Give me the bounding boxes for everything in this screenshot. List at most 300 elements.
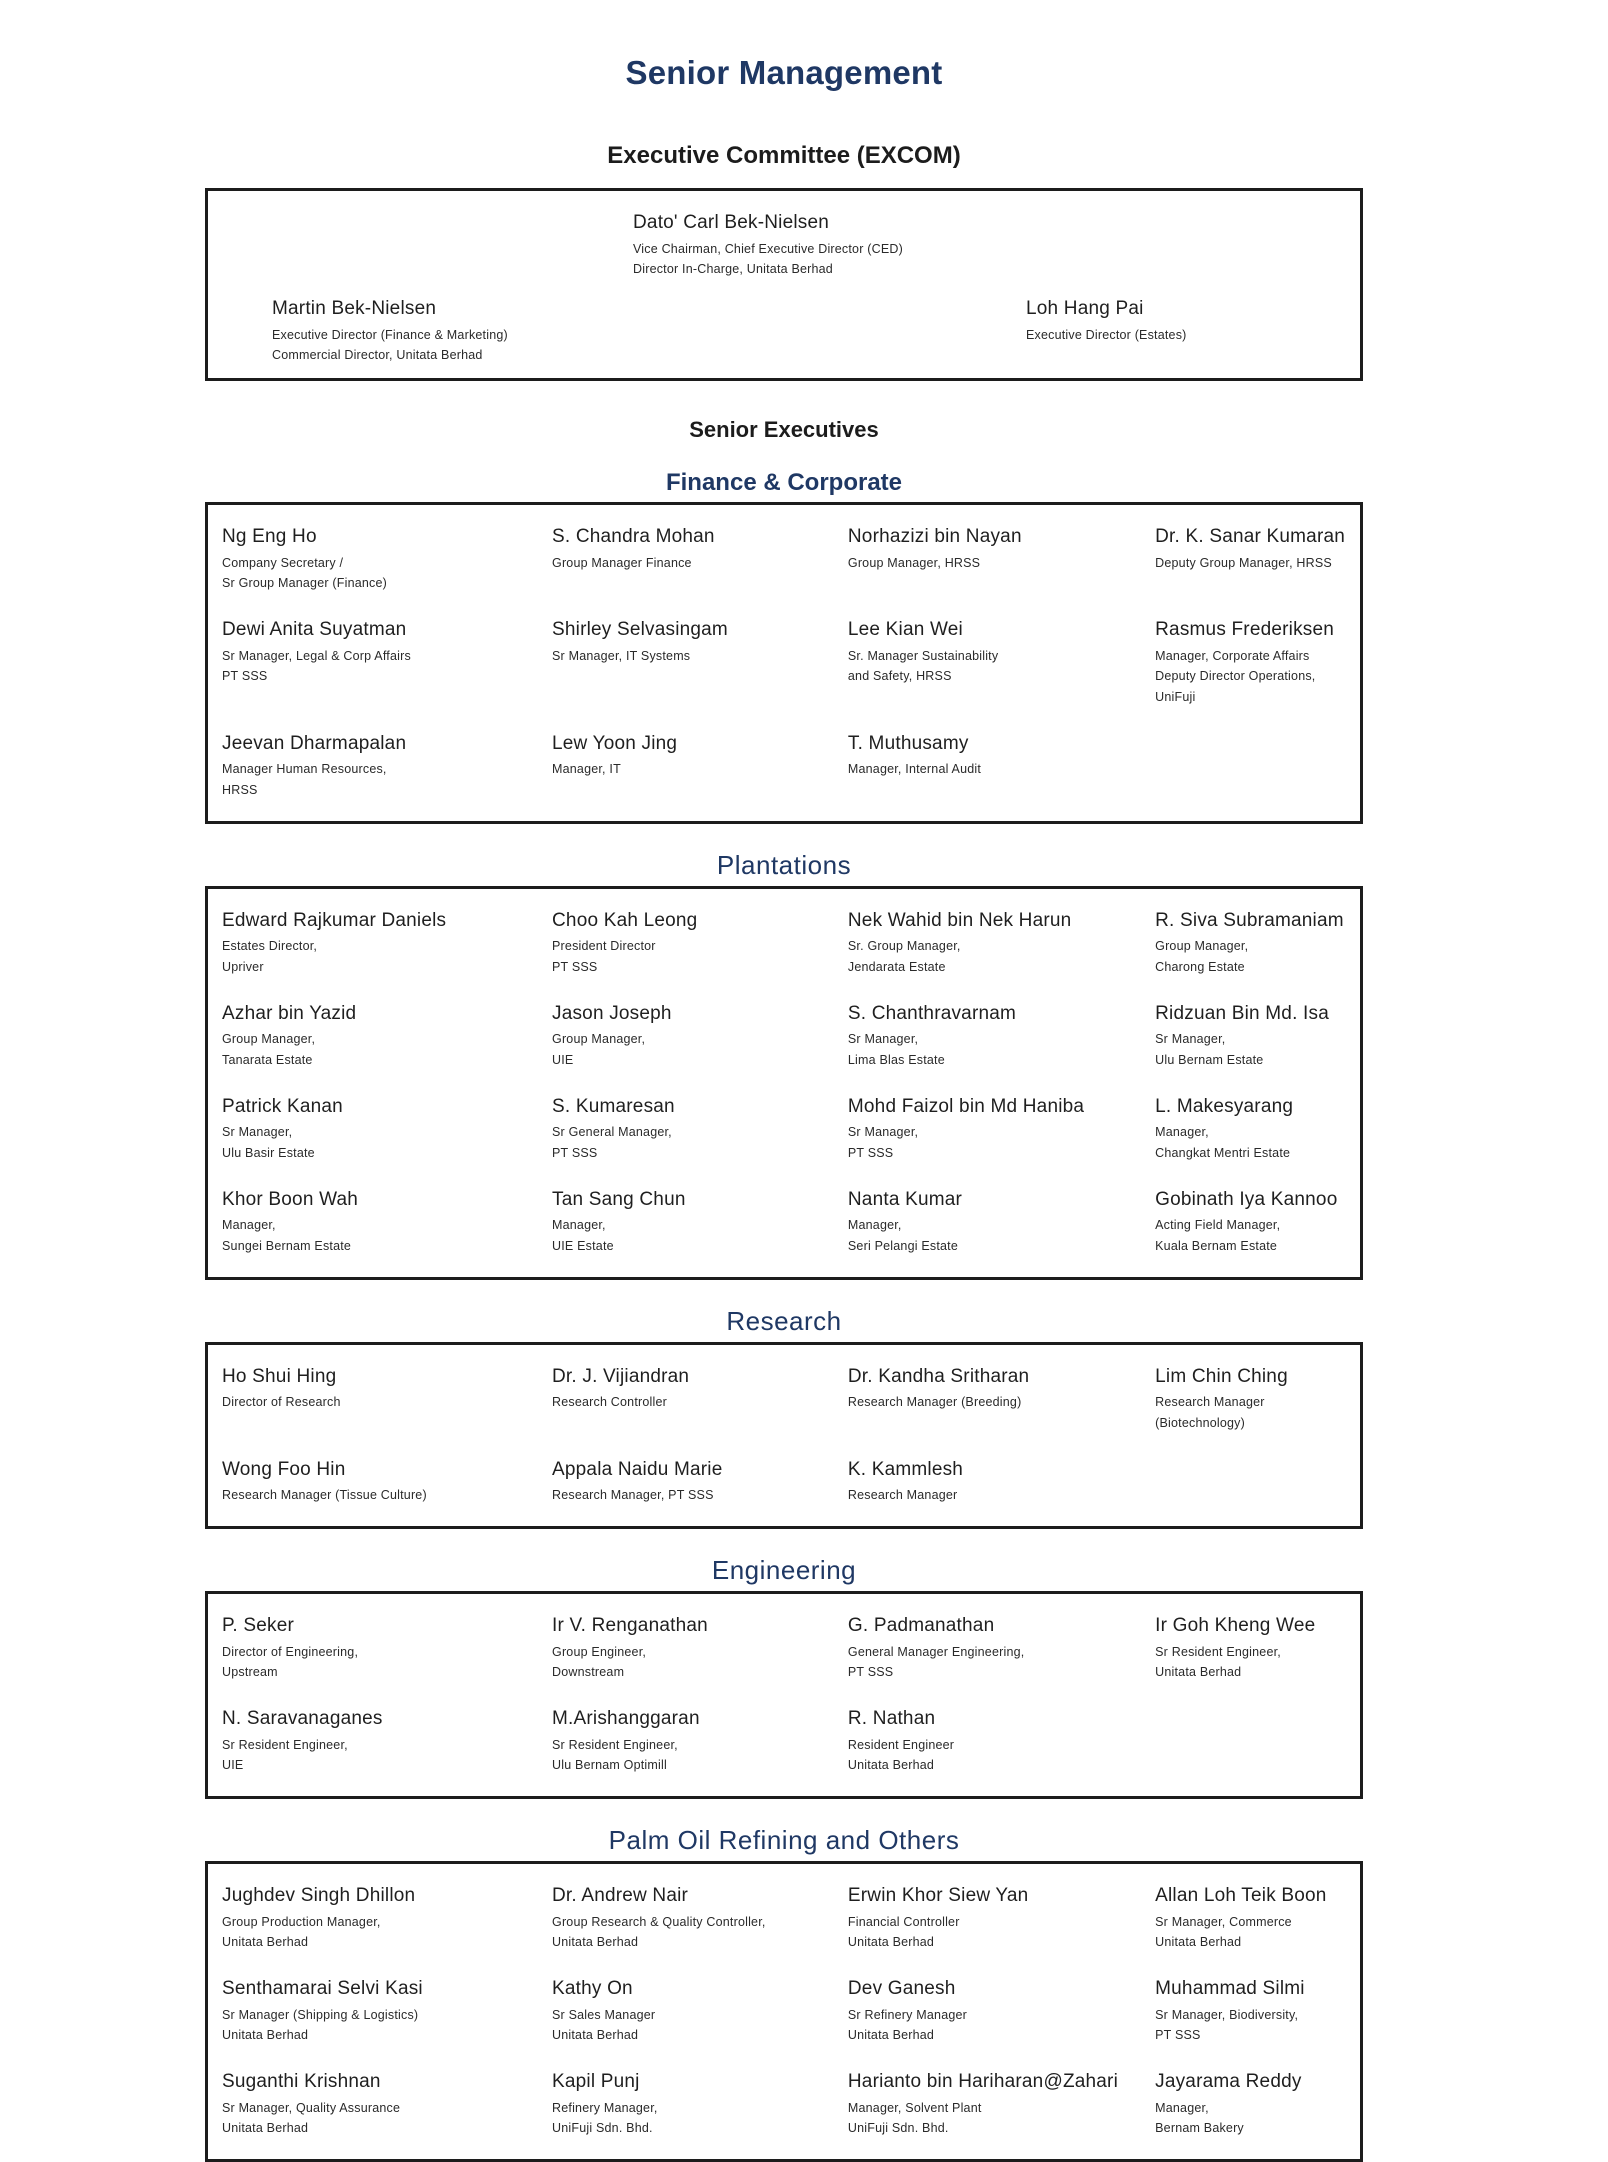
person-card — [552, 1188, 848, 1257]
section-heading: Engineering — [711, 1555, 857, 1585]
person-card — [222, 1707, 552, 1776]
person-card — [222, 618, 552, 708]
person-role: PT SSS — [847, 1665, 894, 1680]
person-role: Group Production Manager, — [222, 1914, 381, 1929]
person-card — [222, 1458, 552, 1506]
person-name: Dr. Andrew Nair — [552, 1885, 689, 1906]
person-name: G. Padmanathan — [847, 1615, 995, 1636]
person-role: Unitata Berhad — [847, 1758, 935, 1773]
person-role: Unitata Berhad — [1155, 1935, 1242, 1950]
person-roles — [552, 1912, 834, 1953]
person-roles — [848, 1912, 1141, 1953]
person-name: Suganthi Krishnan — [222, 2071, 381, 2092]
person-roles — [552, 1122, 834, 1163]
person-card — [848, 1095, 1155, 1164]
person-card — [552, 1884, 848, 1953]
person-role: PT SSS — [847, 1146, 894, 1160]
person-role: Group Manager, — [222, 1032, 316, 1047]
person-name: Erwin Khor Siew Yan — [847, 1885, 1029, 1906]
person-roles — [1155, 2098, 1346, 2139]
person-card — [552, 525, 848, 594]
people-row — [222, 1458, 1360, 1506]
person-roles — [222, 646, 538, 687]
person-role: Sr Refinery Manager — [847, 2007, 968, 2022]
person-roles — [1155, 646, 1346, 708]
person-name: Patrick Kanan — [222, 1095, 343, 1117]
person-card — [1155, 1002, 1360, 1071]
person-card — [848, 1977, 1155, 2046]
person-roles — [222, 553, 538, 594]
person-name: R. Siva Subramaniam — [1155, 909, 1344, 931]
person-name: Mohd Faizol bin Md Haniba — [847, 1095, 1085, 1117]
person-name: Kathy On — [552, 1978, 633, 1999]
person-name: P. Seker — [222, 1615, 295, 1636]
person-card — [552, 1614, 848, 1683]
person-role: Lima Blas Estate — [847, 1053, 945, 1067]
section-heading: Palm Oil Refining and Others — [608, 1825, 960, 1855]
person-name: Lee Kian Wei — [847, 619, 963, 640]
person-card — [552, 1095, 848, 1164]
person-card — [222, 909, 552, 978]
person-roles — [222, 2098, 538, 2139]
person-role: Unitata Berhad — [552, 1935, 639, 1950]
person-role: Seri Pelangi Estate — [847, 1239, 959, 1253]
person-roles — [552, 2098, 834, 2139]
section — [205, 469, 1363, 824]
person-name: Dr. J. Vijiandran — [552, 1365, 690, 1387]
page-title: Senior Management — [625, 54, 943, 91]
person-role: Manager Human Resources, — [222, 762, 387, 777]
person-roles — [1155, 1912, 1346, 1953]
person-role: Unitata Berhad — [222, 1935, 309, 1950]
person-name: Ridzuan Bin Md. Isa — [1155, 1002, 1329, 1024]
person-card — [848, 1614, 1155, 1683]
person-role: Sr Manager, Biodiversity, — [1155, 2007, 1299, 2022]
person-role: UIE — [552, 1053, 574, 1067]
person-name: Lew Yoon Jing — [552, 732, 678, 754]
person-card — [1155, 1095, 1360, 1164]
person-role: Charong Estate — [1155, 960, 1245, 974]
person-role: Sr Resident Engineer, — [222, 1737, 348, 1752]
people-row — [222, 909, 1360, 978]
section-heading: Finance & Corporate — [665, 469, 903, 496]
person-roles — [633, 239, 903, 280]
person-card — [552, 1977, 848, 2046]
person-role: Vice Chairman, Chief Executive Director (CED) — [633, 241, 903, 256]
person-roles — [848, 1029, 1141, 1070]
person-role: Research Manager, PT SSS — [552, 1488, 714, 1503]
page-content — [205, 0, 1363, 2162]
person-name: Senthamarai Selvi Kasi — [222, 1978, 423, 1999]
person-role: Sungei Bernam Estate — [222, 1239, 352, 1253]
person-card — [222, 1614, 552, 1683]
person-role: Research Manager (Tissue Culture) — [222, 1488, 427, 1503]
person-role: Group Research & Quality Controller, — [552, 1914, 766, 1929]
person-name: Shirley Selvasingam — [552, 619, 728, 640]
person-role: Financial Controller — [847, 1914, 960, 1929]
person-role: Ulu Basir Estate — [222, 1146, 315, 1160]
person-card — [848, 909, 1155, 978]
person-name: Dr. Kandha Sritharan — [847, 1365, 1030, 1387]
person-name: Allan Loh Teik Boon — [1155, 1885, 1327, 1906]
person-roles — [552, 1642, 834, 1683]
person-card — [222, 2070, 552, 2139]
people-row — [222, 1188, 1360, 1257]
person-roles — [848, 1122, 1141, 1163]
person-role: Sr Manager (Shipping & Logistics) — [222, 2007, 419, 2022]
person-role: Research Manager (Breeding) — [847, 1395, 1022, 1410]
person-roles — [552, 1215, 834, 1256]
person-role: Sr Sales Manager — [552, 2007, 656, 2022]
person-role: Sr Manager, — [847, 1125, 919, 1140]
person-role: Director In-Charge, Unitata Berhad — [633, 262, 833, 277]
person-roles — [848, 1392, 1141, 1413]
person-roles — [848, 2098, 1141, 2139]
section-heading: Plantations — [716, 849, 852, 880]
person-roles — [848, 1485, 1141, 1506]
person-card — [1155, 525, 1360, 594]
section — [205, 1825, 1363, 2162]
person-role: Sr Manager, Legal & Corp Affairs — [222, 648, 411, 663]
person-name: Ir Goh Kheng Wee — [1155, 1615, 1316, 1636]
person-role: Downstream — [552, 1665, 625, 1680]
person-role: Manager, — [222, 1218, 276, 1233]
section-heading: Research — [726, 1305, 842, 1336]
person-name: Norhazizi bin Nayan — [847, 526, 1022, 547]
person-role: Group Manager, HRSS — [847, 555, 981, 570]
person-roles — [848, 1642, 1141, 1683]
people-row — [222, 1365, 1360, 1434]
person-role: Refinery Manager, — [552, 2100, 658, 2115]
person-role: Sr. Group Manager, — [847, 939, 961, 954]
person-card — [1155, 1365, 1360, 1434]
person-name: M.Arishanggaran — [552, 1708, 700, 1729]
person-card — [552, 618, 848, 708]
person-role: Manager, Solvent Plant — [847, 2100, 982, 2115]
person-card — [552, 1002, 848, 1071]
person-name: Nek Wahid bin Nek Harun — [847, 909, 1072, 931]
person-roles — [222, 1912, 538, 1953]
person-card — [848, 2070, 1155, 2139]
person-name: S. Kumaresan — [552, 1095, 675, 1117]
person-roles — [848, 646, 1141, 687]
person-role: PT SSS — [552, 960, 598, 974]
person-card — [848, 732, 1155, 801]
person-roles — [222, 936, 538, 977]
person-card — [1155, 1614, 1360, 1683]
section — [205, 1555, 1363, 1799]
person-card — [222, 732, 552, 801]
person-card — [1155, 909, 1360, 978]
person-name: Wong Foo Hin — [222, 1458, 346, 1480]
person-role: Sr Manager, IT Systems — [552, 648, 691, 663]
person-role: Sr Manager, Quality Assurance — [222, 2100, 401, 2115]
section-box — [205, 886, 1363, 1280]
person-name: S. Chandra Mohan — [552, 526, 715, 547]
people-row — [222, 732, 1360, 801]
person-roles — [222, 1029, 538, 1070]
person-roles — [272, 325, 508, 366]
person-card — [222, 1365, 552, 1434]
people-row — [222, 1707, 1360, 1776]
person-roles — [222, 1392, 538, 1413]
person-role: Sr Manager, Commerce — [1155, 1914, 1292, 1929]
person-name: Jayarama Reddy — [1155, 2071, 1302, 2092]
excom-box — [205, 188, 1363, 381]
person-card — [1155, 1977, 1360, 2046]
person-role: Unitata Berhad — [847, 1935, 935, 1950]
person-role: UIE Estate — [552, 1239, 614, 1253]
person-card — [222, 1095, 552, 1164]
excom-member — [633, 211, 903, 280]
person-role: Commercial Director, Unitata Berhad — [272, 348, 483, 363]
person-role: Unitata Berhad — [222, 2028, 309, 2043]
person-card — [552, 732, 848, 801]
person-roles — [1155, 2005, 1346, 2046]
person-name: Tan Sang Chun — [552, 1188, 686, 1210]
person-role: PT SSS — [1155, 2028, 1201, 2043]
sections — [205, 469, 1363, 2162]
person-role: Manager, — [552, 1218, 606, 1233]
person-role: and Safety, HRSS — [847, 669, 952, 684]
person-roles — [552, 2005, 834, 2046]
person-role: Director of Engineering, — [222, 1644, 359, 1659]
person-role: Ulu Bernam Estate — [1155, 1053, 1264, 1067]
person-role: Sr Manager, — [222, 1125, 293, 1140]
person-card — [848, 1002, 1155, 1071]
person-name: Loh Hang Pai — [1026, 298, 1144, 319]
person-name: Choo Kah Leong — [552, 909, 698, 931]
people-row — [222, 2070, 1360, 2139]
person-role: Manager, Corporate Affairs — [1155, 648, 1310, 663]
person-roles — [848, 1215, 1141, 1256]
person-card — [848, 525, 1155, 594]
person-card — [222, 1977, 552, 2046]
person-roles — [848, 759, 1141, 780]
person-role: PT SSS — [552, 1146, 598, 1160]
person-name: Dato' Carl Bek-Nielsen — [633, 212, 829, 233]
person-card — [848, 1458, 1155, 1506]
person-name: Jeevan Dharmapalan — [222, 732, 407, 754]
person-name: Dewi Anita Suyatman — [222, 619, 407, 640]
person-role: Research Controller — [552, 1395, 667, 1410]
person-name: S. Chanthravarnam — [847, 1002, 1017, 1024]
person-role: Group Engineer, — [552, 1644, 647, 1659]
person-card — [848, 1707, 1155, 1776]
person-role: President Director — [552, 939, 656, 954]
person-role: Group Manager, — [552, 1032, 646, 1047]
person-card — [552, 1707, 848, 1776]
person-name: R. Nathan — [847, 1708, 936, 1729]
person-role: Manager, — [1155, 1125, 1209, 1140]
person-role: Ulu Bernam Optimill — [552, 1758, 667, 1773]
person-role: Sr Resident Engineer, — [552, 1737, 678, 1752]
person-roles — [552, 759, 834, 780]
person-role: Resident Engineer — [847, 1737, 955, 1752]
person-role: Company Secretary / — [222, 555, 344, 570]
person-role: Director of Research — [222, 1395, 341, 1410]
person-role: Estates Director, — [222, 939, 318, 954]
person-name: Edward Rajkumar Daniels — [222, 909, 447, 931]
person-name: L. Makesyarang — [1155, 1095, 1294, 1117]
person-name: Ng Eng Ho — [222, 526, 317, 547]
person-roles — [848, 553, 1141, 574]
person-roles — [552, 1485, 834, 1506]
person-role: Changkat Mentri Estate — [1155, 1146, 1291, 1160]
person-card — [848, 1188, 1155, 1257]
person-card — [848, 1884, 1155, 1953]
person-roles — [1155, 1392, 1346, 1433]
person-name: Azhar bin Yazid — [222, 1002, 357, 1024]
person-card — [552, 1458, 848, 1506]
person-name: Gobinath Iya Kannoo — [1155, 1188, 1338, 1210]
person-roles — [848, 2005, 1141, 2046]
person-roles — [222, 1485, 538, 1506]
people-row — [222, 525, 1360, 594]
person-name: Kapil Punj — [552, 2071, 640, 2092]
person-name: Rasmus Frederiksen — [1155, 619, 1335, 640]
person-card — [222, 1884, 552, 1953]
person-name: Jughdev Singh Dhillon — [222, 1885, 416, 1906]
person-name: N. Saravanaganes — [222, 1708, 383, 1729]
person-role: Group Manager, — [1155, 939, 1249, 954]
person-role: Sr Manager, — [847, 1032, 919, 1047]
person-role: Sr General Manager, — [552, 1125, 672, 1140]
person-roles — [222, 1735, 538, 1776]
person-name: K. Kammlesh — [847, 1458, 964, 1480]
person-role: Sr Group Manager (Finance) — [222, 576, 387, 591]
person-card — [552, 2070, 848, 2139]
person-card — [222, 1188, 552, 1257]
person-name: Jason Joseph — [552, 1002, 672, 1024]
person-role: PT SSS — [222, 669, 268, 684]
person-name: Ir V. Renganathan — [552, 1615, 708, 1636]
person-role: Executive Director (Estates) — [1026, 327, 1187, 342]
person-role: Manager, — [847, 1218, 902, 1233]
person-card — [848, 618, 1155, 708]
person-roles — [222, 759, 538, 800]
person-role: Acting Field Manager, — [1155, 1218, 1281, 1233]
person-roles — [1155, 1122, 1346, 1163]
person-name: Harianto bin Hariharan@Zahari — [847, 2071, 1118, 2092]
person-role: Upstream — [222, 1665, 278, 1680]
person-name: Nanta Kumar — [847, 1188, 963, 1210]
person-card — [848, 1365, 1155, 1434]
person-role: Deputy Director Operations, UniFuji — [1155, 669, 1316, 704]
section — [205, 1306, 1363, 1529]
person-roles — [1155, 1642, 1346, 1683]
section-box — [205, 1591, 1363, 1799]
person-card — [1155, 618, 1360, 708]
person-role: Kuala Bernam Estate — [1155, 1239, 1278, 1253]
person-name: T. Muthusamy — [847, 732, 969, 754]
excom-member — [1026, 297, 1187, 345]
person-roles — [552, 936, 834, 977]
person-name: Appala Naidu Marie — [552, 1458, 723, 1480]
person-role: Unitata Berhad — [552, 2028, 639, 2043]
senior-executives-heading: Senior Executives — [689, 417, 879, 442]
person-role: Sr Resident Engineer, — [1155, 1644, 1281, 1659]
people-row — [222, 1884, 1360, 1953]
person-role: UIE — [222, 1758, 244, 1773]
person-card — [552, 1365, 848, 1434]
section-box — [205, 1342, 1363, 1529]
person-role: Manager, IT — [552, 762, 621, 777]
person-roles — [222, 2005, 538, 2046]
person-role: Group Manager Finance — [552, 555, 692, 570]
person-card — [1155, 1188, 1360, 1257]
person-card — [1155, 2070, 1360, 2139]
person-roles — [222, 1122, 538, 1163]
section-box — [205, 1861, 1363, 2162]
person-role: Executive Director (Finance & Marketing) — [272, 327, 508, 342]
person-name: Martin Bek-Nielsen — [272, 298, 437, 319]
people-row — [222, 618, 1360, 708]
person-role: Research Manager (Biotechnology) — [1155, 1395, 1265, 1430]
person-role: UniFuji Sdn. Bhd. — [847, 2121, 949, 2136]
people-row — [222, 1002, 1360, 1071]
person-roles — [848, 1735, 1141, 1776]
person-role: Bernam Bakery — [1155, 2121, 1244, 2136]
excom-heading: Executive Committee (EXCOM) — [607, 142, 961, 169]
person-role: Manager, Internal Audit — [847, 762, 982, 777]
person-card — [222, 1002, 552, 1071]
person-roles — [552, 553, 834, 574]
person-role: Unitata Berhad — [222, 2121, 309, 2136]
people-row — [222, 1977, 1360, 2046]
person-role: Sr Manager, — [1155, 1032, 1226, 1047]
person-role: Research Manager — [847, 1488, 958, 1503]
excom-member — [272, 297, 508, 366]
person-role: Unitata Berhad — [847, 2028, 935, 2043]
person-role: General Manager Engineering, — [847, 1644, 1025, 1659]
person-card — [222, 525, 552, 594]
person-card — [1155, 1884, 1360, 1953]
person-roles — [848, 936, 1141, 977]
person-name: Ho Shui Hing — [222, 1365, 337, 1387]
person-name: Dr. K. Sanar Kumaran — [1155, 526, 1346, 547]
person-roles — [222, 1215, 538, 1256]
person-roles — [1155, 1215, 1346, 1256]
person-roles — [1155, 1029, 1346, 1070]
people-row — [222, 1614, 1360, 1683]
person-card — [552, 909, 848, 978]
person-role: UniFuji Sdn. Bhd. — [552, 2121, 653, 2136]
person-role: Tanarata Estate — [222, 1053, 313, 1067]
person-roles — [1026, 325, 1187, 346]
person-roles — [552, 1029, 834, 1070]
person-roles — [1155, 553, 1346, 574]
person-role: Unitata Berhad — [1155, 1665, 1242, 1680]
person-name: Khor Boon Wah — [222, 1188, 359, 1210]
person-role: HRSS — [222, 783, 258, 797]
section — [205, 850, 1363, 1280]
person-roles — [552, 1392, 834, 1413]
person-name: Muhammad Silmi — [1155, 1978, 1305, 1999]
person-role: Sr. Manager Sustainability — [847, 648, 999, 663]
person-role: Upriver — [222, 960, 264, 974]
person-name: Dev Ganesh — [847, 1978, 956, 1999]
person-role: Manager, — [1155, 2100, 1209, 2115]
person-role: Jendarata Estate — [847, 960, 946, 974]
person-name: Lim Chin Ching — [1155, 1365, 1288, 1387]
person-role: Deputy Group Manager, HRSS — [1155, 555, 1332, 570]
person-roles — [1155, 936, 1346, 977]
person-roles — [552, 1735, 834, 1776]
section-box — [205, 502, 1363, 824]
person-roles — [222, 1642, 538, 1683]
people-row — [222, 1095, 1360, 1164]
